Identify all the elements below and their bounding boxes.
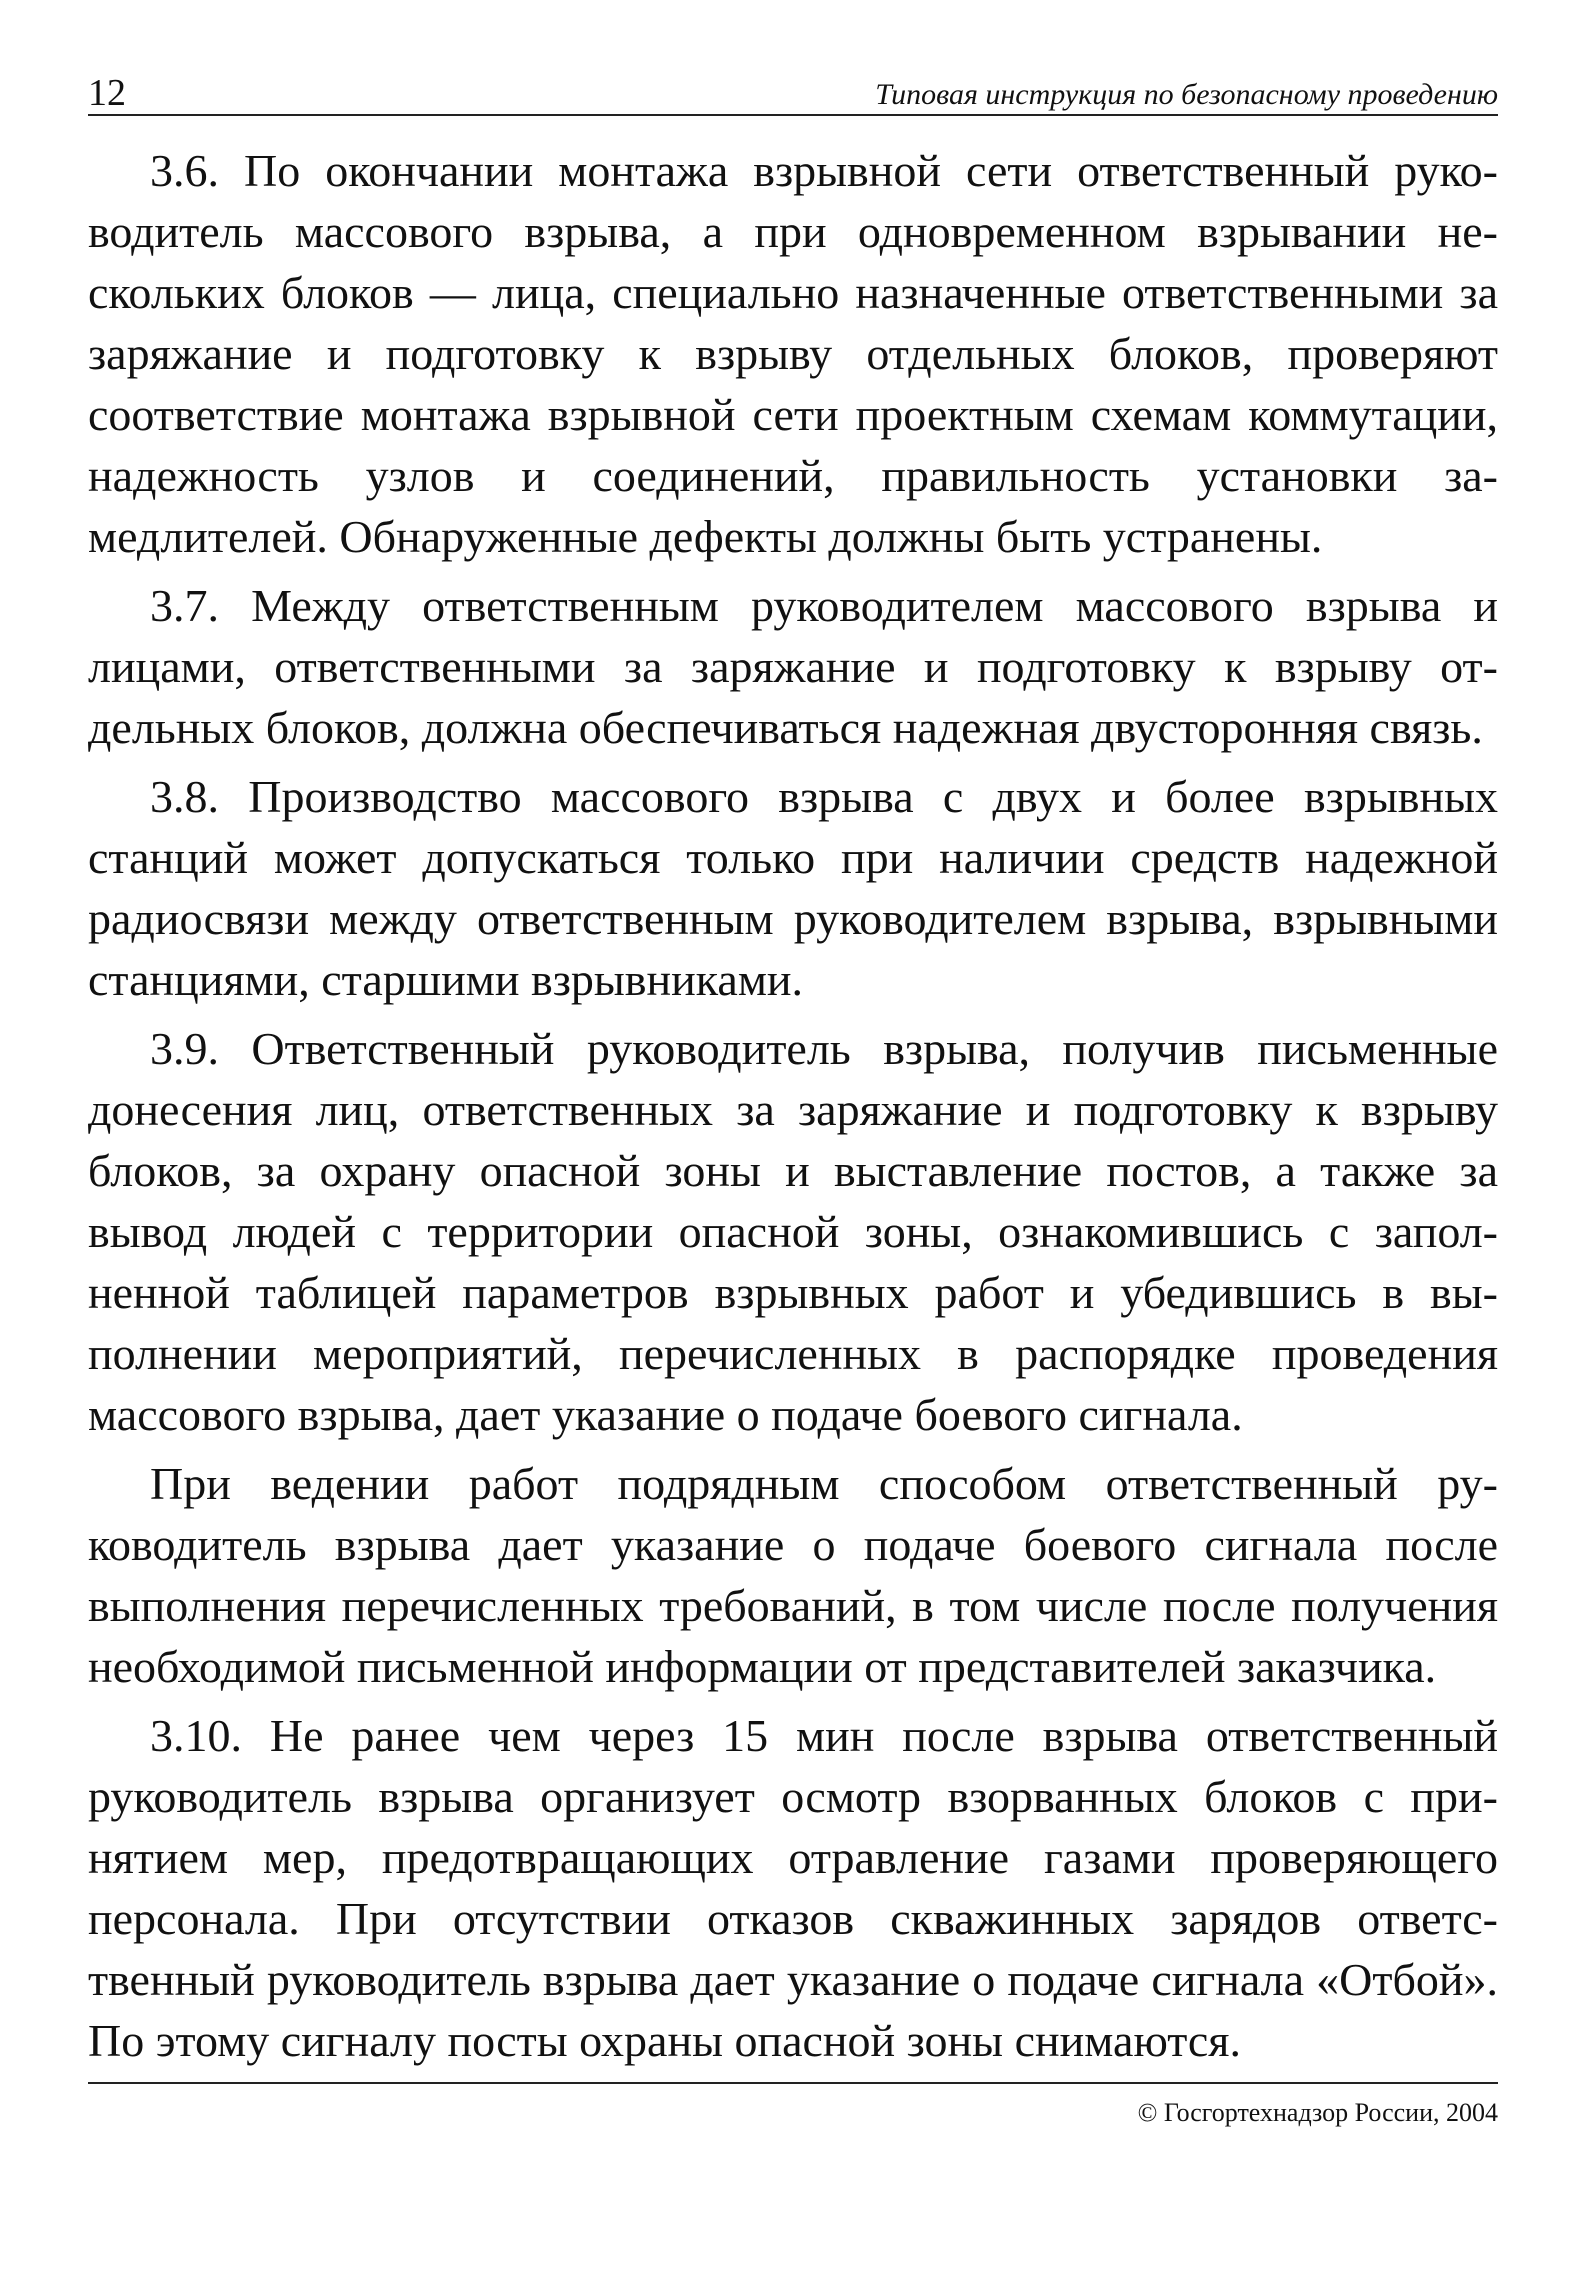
footer-divider	[88, 2082, 1498, 2084]
footer-copyright: © Госгортехнадзор России, 2004	[1137, 2098, 1498, 2127]
running-header-title: Типовая инструкция по безопасному проведению	[875, 78, 1498, 111]
document-page	[88, 60, 1498, 2210]
page-number: 12	[88, 72, 126, 114]
paragraph-contractor: При ведении работ подрядным способом ответственный руководитель взрыва дает указание о подаче боевого сигнала после выполнения перечисленных требований, в том числе после получения необходимой письменной информации от представителей заказчика.	[88, 1458, 1498, 1692]
running-header	[88, 60, 1498, 116]
paragraph-3-6: 3.6. По окончании монтажа взрывной сети ответственный руководитель массового взрыва, а при одновременном взрывании нескольких блоков — лица, специально назначенные ответственными за заряжание и подготовку к взрыву отдельных блоков, проверяют соответствие монтажа взрывной сети проектным схемам коммутации, надежность узлов и соединений, правильность установки замедлителей. Обнаруженные дефекты должны быть устранены.	[88, 145, 1498, 562]
paragraph-3-10: 3.10. Не ранее чем через 15 мин после взрыва ответственный руководитель взрыва организует осмотр взорванных блоков с принятием мер, предотвращающих отравление газами проверяющего персонала. При отсутствии отказов скважинных зарядов ответственный руководитель взрыва дает указание о подаче сигнала «Отбой». По этому сигналу посты охраны опасной зоны снимаются.	[88, 1710, 1498, 2066]
document-body	[88, 140, 1498, 2071]
paragraph-3-7: 3.7. Между ответственным руководителем массового взрыва и лицами, ответственными за заряжание и подготовку к взрыву отдельных блоков, должна обеспечиваться надежная двусторонняя связь.	[88, 580, 1498, 753]
paragraph-3-8: 3.8. Производство массового взрыва с двух и более взрывных станций может допускаться только при наличии средств надежной радиосвязи между ответственным руководителем взрыва, взрывными станциями, старшими взрывниками.	[88, 771, 1498, 1005]
paragraph-3-9: 3.9. Ответственный руководитель взрыва, получив письменные донесения лиц, ответственных за заряжание и подготовку к взрыву блоков, за охрану опасной зоны и выставление постов, а также за вывод людей с территории опасной зоны, ознакомившись с заполненной таблицей параметров взрывных работ и убедившись в выполнении мероприятий, перечисленных в распорядке проведения массового взрыва, дает указание о подаче боевого сигнала.	[88, 1023, 1498, 1440]
